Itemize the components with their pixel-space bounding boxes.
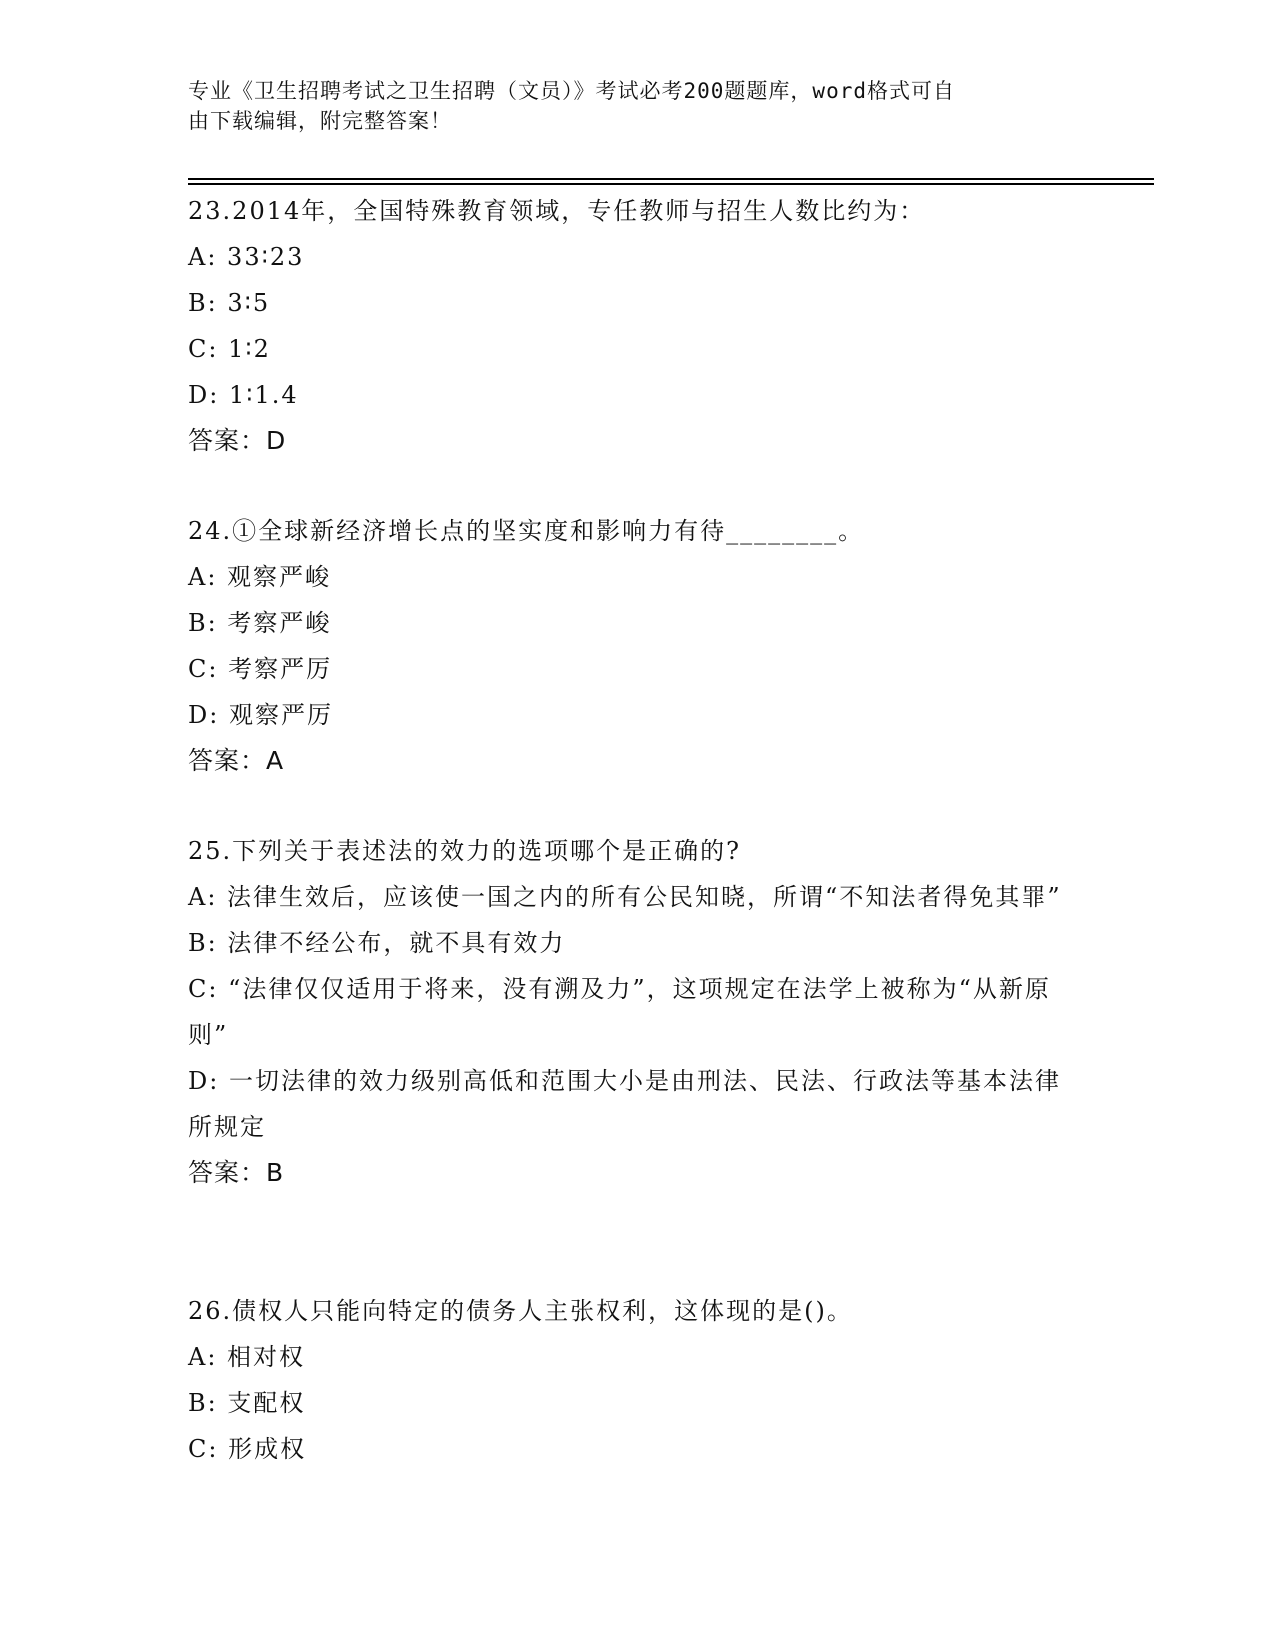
header-divider-bottom: [188, 183, 1154, 185]
header-line-1: 专业《卫生招聘考试之卫生招聘（文员）》考试必考200题题库，word格式可自: [188, 79, 955, 103]
question-stem: 26.债权人只能向特定的债务人主张权利，这体现的是()。: [188, 1297, 853, 1325]
option-b: B: 考察严峻: [188, 609, 332, 637]
option-d: D: 一切法律的效力级别高低和范围大小是由刑法、民法、行政法等基本法律所规定: [188, 1067, 1061, 1141]
question-24: [188, 508, 1088, 784]
header-divider-top: [188, 178, 1154, 180]
option-a: A: 33∶23: [188, 243, 305, 271]
question-23: [188, 188, 1088, 464]
option-c: C: 形成权: [188, 1435, 307, 1463]
option-a: A: 法律生效后，应该使一国之内的所有公民知晓，所谓“不知法者得免其罪”: [188, 883, 1062, 911]
option-c: C: 考察严厉: [188, 655, 333, 683]
option-a: A: 观察严峻: [188, 563, 332, 591]
option-b: B: 支配权: [188, 1389, 306, 1417]
question-stem: 25.下列关于表述法的效力的选项哪个是正确的?: [188, 837, 742, 865]
option-d: D: 1∶1.4: [188, 381, 299, 409]
option-d: D: 观察严厉: [188, 701, 333, 729]
answer-label: 答案：A: [188, 746, 285, 775]
answer-label: 答案：B: [188, 1158, 285, 1187]
option-c: C: 1∶2: [188, 335, 271, 363]
question-26: [188, 1288, 1088, 1472]
question-stem: 23.2014年，全国特殊教育领域，专任教师与招生人数比约为：: [188, 197, 926, 225]
option-a: A: 相对权: [188, 1343, 306, 1371]
answer-label: 答案：D: [188, 426, 287, 455]
option-b: B: 3∶5: [188, 289, 271, 317]
question-stem: 24.①全球新经济增长点的坚实度和影响力有待________。: [188, 517, 865, 545]
question-25: [188, 828, 1088, 1196]
header-line-2: 由下载编辑，附完整答案！: [188, 109, 452, 133]
option-c: C: “法律仅仅适用于将来，没有溯及力”，这项规定在法学上被称为“从新原则”: [188, 975, 1051, 1049]
document-header: [188, 76, 1068, 136]
option-b: B: 法律不经公布，就不具有效力: [188, 929, 566, 957]
